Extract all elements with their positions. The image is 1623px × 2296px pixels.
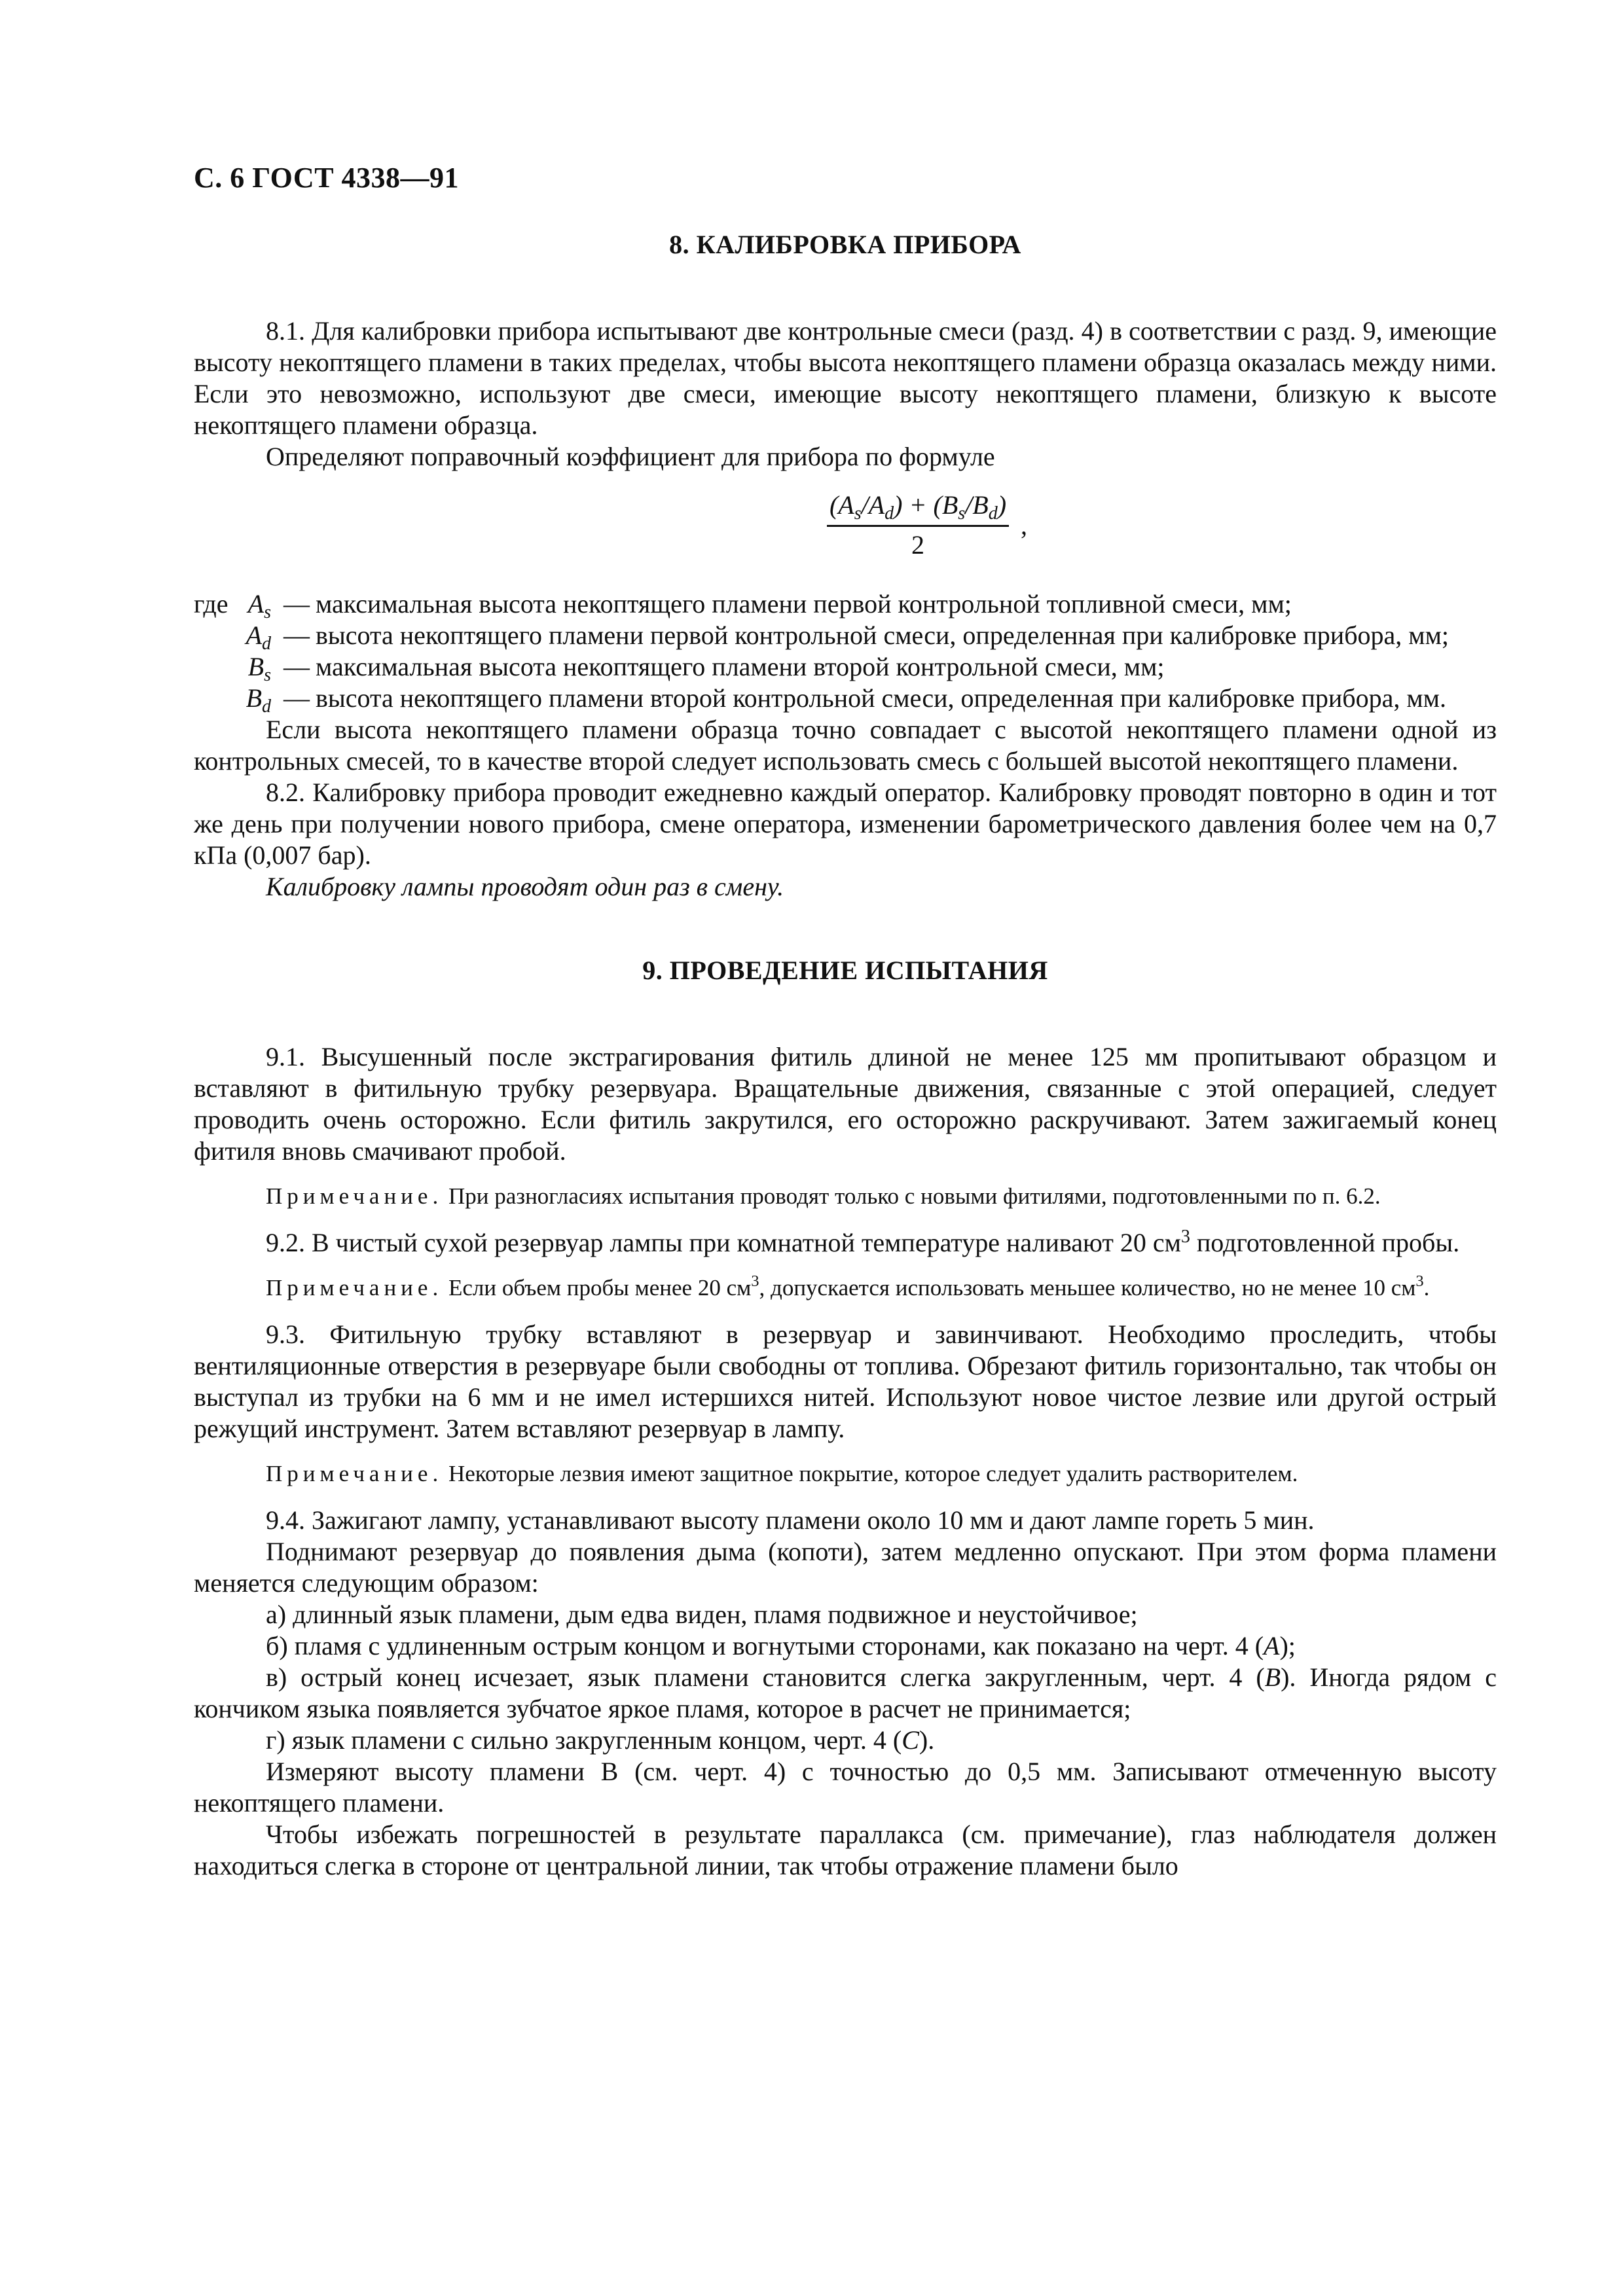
paragraph-9-1: 9.1. Высушенный после экстрагирования фитиль длиной не менее 125 мм пропитывают образцом и вставляют в фитильную трубку резервуара. Вращательные движения, связанные с этой операцией, следует проводить очень осторожно. Если фитиль закрутился, его осторожно раскручивают. Затем зажигаемый конец фитиля вновь смачивают пробой. bbox=[194, 1042, 1497, 1166]
legend-symbol: $A_s$ bbox=[247, 589, 271, 622]
note-1 bbox=[194, 1181, 1497, 1211]
legend-row bbox=[194, 651, 1497, 683]
list-item-c-text-b: ). Иногда рядом с кончиком языка появляется зубчатое яркое пламя, которое в расчет не принимается; bbox=[194, 1662, 1497, 1723]
legend-text: максимальная высота некоптящего пламени первой контрольной топливной смеси, мм; bbox=[316, 589, 1292, 619]
legend-dash: — bbox=[283, 683, 310, 713]
formula-legend bbox=[194, 588, 1497, 717]
list-item-c-text-a: в) острый конец исчезает, язык пламени становится слегка закругленным, черт. 4 ( bbox=[266, 1662, 1265, 1692]
paragraph-formula-intro: Определяют поправочный коэффициент для прибора по формуле bbox=[266, 442, 995, 471]
formula-fraction bbox=[827, 490, 1009, 561]
legend-dash: — bbox=[283, 652, 310, 681]
note-3-text: Некоторые лезвия имеют защитное покрытие, которое следует удалить растворителем. bbox=[448, 1461, 1298, 1486]
legend-text: высота некоптящего пламени первой контрольной смеси, определенная при калибровке прибора, мм; bbox=[316, 620, 1450, 650]
paragraph-9-3: 9.3. Фитильную трубку вставляют в резервуар и завинчивают. Необходимо проследить, чтобы вентиляционные отверстия в резервуаре были свободны от топлива. Обрезают фитиль горизонтально, так чтобы он выступал из трубки на 6 мм и не имел истершихся нитей. Используют новое чистое лезвие или другой острый режущий инструмент. Затем вставляют резервуар в лампу. bbox=[194, 1319, 1497, 1443]
paragraph-flame-measure: Измеряют высоту пламени В (см. черт. 4) с точностью до 0,5 мм. Записывают отмеченную высоту некоптящего пламени. bbox=[194, 1757, 1497, 1818]
legend-dash: — bbox=[283, 620, 310, 650]
legend-symbol: $A_d$ bbox=[246, 620, 271, 654]
list-item-d-text-a: г) язык пламени с сильно закругленным концом, черт. 4 ( bbox=[266, 1725, 902, 1755]
legend-row bbox=[194, 683, 1497, 714]
note-1-text: При разногласиях испытания проводят только с новыми фитилями, подготовленными по п. 6.2. bbox=[448, 1183, 1381, 1209]
paragraph-9-2 bbox=[194, 1227, 1497, 1259]
legend-row bbox=[194, 588, 1497, 620]
legend-row bbox=[194, 620, 1497, 651]
list-item-a: а) длинный язык пламени, дым едва виден, пламя подвижное и неустойчивое; bbox=[266, 1600, 1138, 1629]
legend-prefix bbox=[194, 620, 234, 651]
list-item-b-text-a: б) пламя с удлиненным острым концом и вогнутыми сторонами, как показано на черт. 4 ( bbox=[266, 1631, 1264, 1660]
formula-denominator: 2 bbox=[911, 530, 924, 560]
legend-text: максимальная высота некоптящего пламени второй контрольной смеси, мм; bbox=[316, 652, 1165, 681]
figure-ref: В bbox=[1264, 1662, 1281, 1692]
paragraph-flame-shape-intro: Поднимают резервуар до появления дыма (копоти), затем медленно опускают. При этом форма пламени меняется следующим образом: bbox=[194, 1537, 1497, 1598]
superscript: 3 bbox=[751, 1272, 759, 1290]
superscript: 3 bbox=[1180, 1227, 1190, 1247]
formula-trailing-comma: , bbox=[1021, 510, 1028, 540]
list-item-c bbox=[194, 1662, 1497, 1725]
figure-ref: С bbox=[902, 1725, 919, 1755]
note-label: Примечание. bbox=[266, 1183, 443, 1209]
note-label: Примечание. bbox=[266, 1461, 443, 1486]
running-head: С. 6 ГОСТ 4338—91 bbox=[194, 162, 460, 194]
legend-text: высота некоптящего пламени второй контрольной смеси, определенная при калибровке прибора, мм. bbox=[316, 683, 1446, 713]
note-2-text-a: Если объем пробы менее 20 см bbox=[448, 1275, 752, 1300]
paragraph-8-1: 8.1. Для калибровки прибора испытывают две контрольные смеси (разд. 4) в соответствии с разд. 9, имеющие высоту некоптящего пламени в таких пределах, чтобы высота некоптящего пламени образца оказалась между ними. Если это невозможно, используют две смеси, имеющие высоту некоптящего пламени, близкую к высоте некоптящего пламени образца. bbox=[194, 316, 1497, 440]
superscript: 3 bbox=[1415, 1272, 1424, 1290]
legend-dash: — bbox=[283, 589, 310, 619]
paragraph-lamp-calibration: Калибровку лампы проводят один раз в смену. bbox=[266, 872, 784, 901]
list-item-d bbox=[194, 1725, 1497, 1756]
legend-prefix bbox=[194, 651, 234, 683]
note-2-text-c: . bbox=[1423, 1275, 1430, 1300]
legend-prefix bbox=[194, 683, 234, 714]
list-item-b bbox=[194, 1630, 1497, 1662]
page-content bbox=[194, 216, 1497, 1882]
section-9-title: 9. ПРОВЕДЕНИЕ ИСПЫТАНИЯ bbox=[642, 956, 1048, 985]
paragraph-parallax: Чтобы избежать погрешностей в результате параллакса (см. примечание), глаз наблюдателя должен находиться слегка в стороне от центральной линии, так чтобы отражение пламени было bbox=[194, 1820, 1497, 1880]
legend-symbol: $B_d$ bbox=[246, 683, 271, 717]
note-label: Примечание. bbox=[266, 1275, 443, 1300]
paragraph-8-1-continuation: Если высота некоптящего пламени образца точно совпадает с высотой некоптящего пламени одной из контрольных смесей, то в качестве второй следует использовать смесь с большей высотой некоптящего пламени. bbox=[194, 715, 1497, 776]
note-2 bbox=[194, 1273, 1497, 1303]
paragraph-9-2-text-b: подготовленной пробы. bbox=[1190, 1228, 1460, 1257]
note-3 bbox=[194, 1459, 1497, 1489]
paragraph-9-2-text-a: 9.2. В чистый сухой резервуар лампы при комнатной температуре наливают 20 см bbox=[266, 1228, 1181, 1257]
correction-formula bbox=[357, 490, 1497, 561]
legend-prefix: где bbox=[194, 589, 228, 619]
list-item-b-text-b: ); bbox=[1279, 1631, 1296, 1660]
legend-symbol: $B_s$ bbox=[247, 652, 271, 685]
note-2-text-b: , допускается использовать меньшее количество, но не менее 10 см bbox=[759, 1275, 1416, 1300]
section-8-title: 8. КАЛИБРОВКА ПРИБОРА bbox=[669, 230, 1021, 259]
figure-ref: А bbox=[1264, 1631, 1280, 1660]
paragraph-9-4: 9.4. Зажигают лампу, устанавливают высоту пламени около 10 мм и дают лампе гореть 5 мин. bbox=[266, 1505, 1315, 1535]
paragraph-8-2: 8.2. Калибровку прибора проводит ежедневно каждый оператор. Калибровку проводят повторно в один и тот же день при получении нового прибора, смене оператора, изменении барометрического давления более чем на 0,7 кПа (0,007 бар). bbox=[194, 778, 1497, 870]
formula-numerator: $(A_s/A_d) + (B_s/B_d)$ bbox=[827, 490, 1009, 527]
list-item-d-text-b: ). bbox=[919, 1725, 935, 1755]
